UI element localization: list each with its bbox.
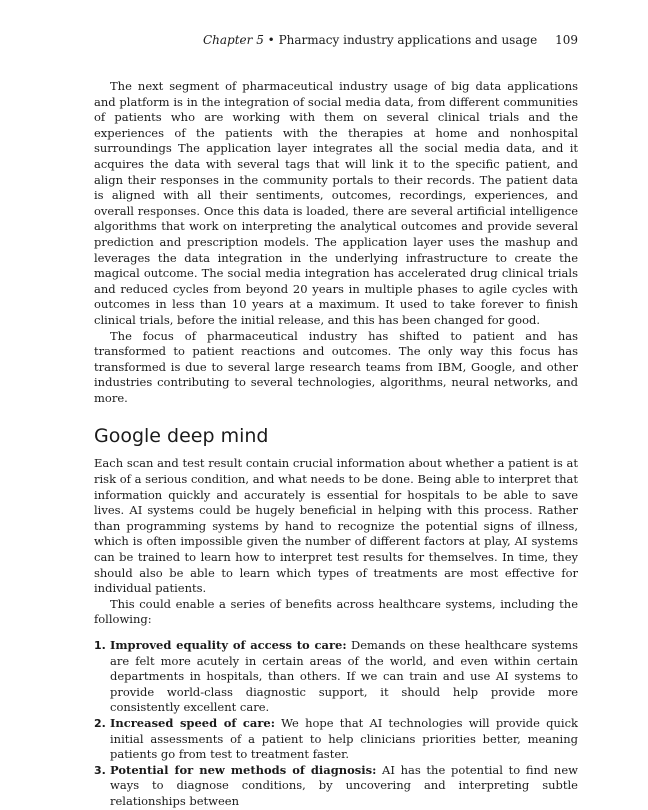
list-item-text: AI has the potential to find new ways to diagnose conditions, by uncovering and interpreting subtle relationships between	[110, 762, 578, 808]
list-number: 1.	[94, 639, 106, 652]
list-item-lead: Improved equality of access to care:	[110, 638, 347, 652]
list-number: 2.	[94, 716, 106, 730]
list-item-text: We hope that AI technologies will provide quick initial assessments of a patient to help clinicians priorities better, meaning patients go from test to treatment faster.	[110, 715, 579, 762]
paragraph: The next segment of pharmaceutical industry usage of big data applications and platform is in the integration of social media data, from different communities of patients who are working with them on several clinical trials and the experiences of the patients with the therapies at home and nonhospital surroundings The application layer integrates all the social media data, and it acquires the data with several tags that will link it to the specific patient, and align their responses in the community portals to their records. The patient data is aligned with all their sentiments, outcomes, recordings, experiences, and overall responses. Once this data is loaded, there are several artificial intelligence algorithms that work on interpreting the analytical outcomes and provide several prediction and prescription models. The application layer uses the mashup and leverages the data integration in the underlying infrastructure to create the magical outcome. The social media integration has accelerated drug clinical trials and reduced cycles from beyond 20 years in multiple phases to agile cycles with outcomes in less than 10 years at a maximum. It used to take forever to finish clinical trials, before the initial release, and this has been changed for good.	[94, 79, 578, 327]
chapter-label: Chapter 5	[202, 33, 264, 47]
section-heading: Google deep mind	[94, 425, 269, 448]
section-title: Pharmacy industry applications and usage	[278, 33, 538, 47]
numbered-list	[94, 638, 578, 810]
paragraph: Each scan and test result contain crucial information about whether a patient is at risk of a serious condition, and what needs to be done. Being able to interpret that information quickly and accurately is essential for hospitals to be able to save lives. AI systems could be hugely beneficial in helping with this process. Rather than programming systems by hand to recognize the potential signs of illness, which is often impossible given the number of different factors at play, AI systems can be trained to learn how to interpret test results for themselves. In time, they should also be able to learn which types of treatments are most effective for individual patients.	[94, 456, 578, 596]
list-item	[94, 638, 578, 716]
list-item-lead: Potential for new methods of diagnosis:	[110, 762, 377, 777]
list-item-text: Demands on these healthcare systems are felt more acutely in certain areas of the world, and even within certain departments in hospitals, than others. If we can train and use AI systems to provide world-class diagnostic support, it should help provide more consistently excellent care.	[110, 638, 578, 715]
list-item	[94, 763, 578, 810]
body-text	[94, 79, 578, 810]
paragraph: The focus of pharmaceutical industry has shifted to patient and has transformed to patient reactions and outcomes. The only way this focus has transformed is due to several large research teams from IBM, Google, and other industries contributing to several technologies, algorithms, neural networks, and more.	[94, 328, 578, 405]
list-item-lead: Increased speed of care:	[110, 715, 275, 730]
page-number: 109	[555, 33, 578, 47]
list-item	[94, 716, 578, 763]
running-header	[94, 32, 578, 48]
header-bullet: •	[267, 33, 275, 47]
paragraph: This could enable a series of benefits across healthcare systems, including the following:	[94, 596, 578, 627]
list-number: 3.	[94, 763, 106, 777]
